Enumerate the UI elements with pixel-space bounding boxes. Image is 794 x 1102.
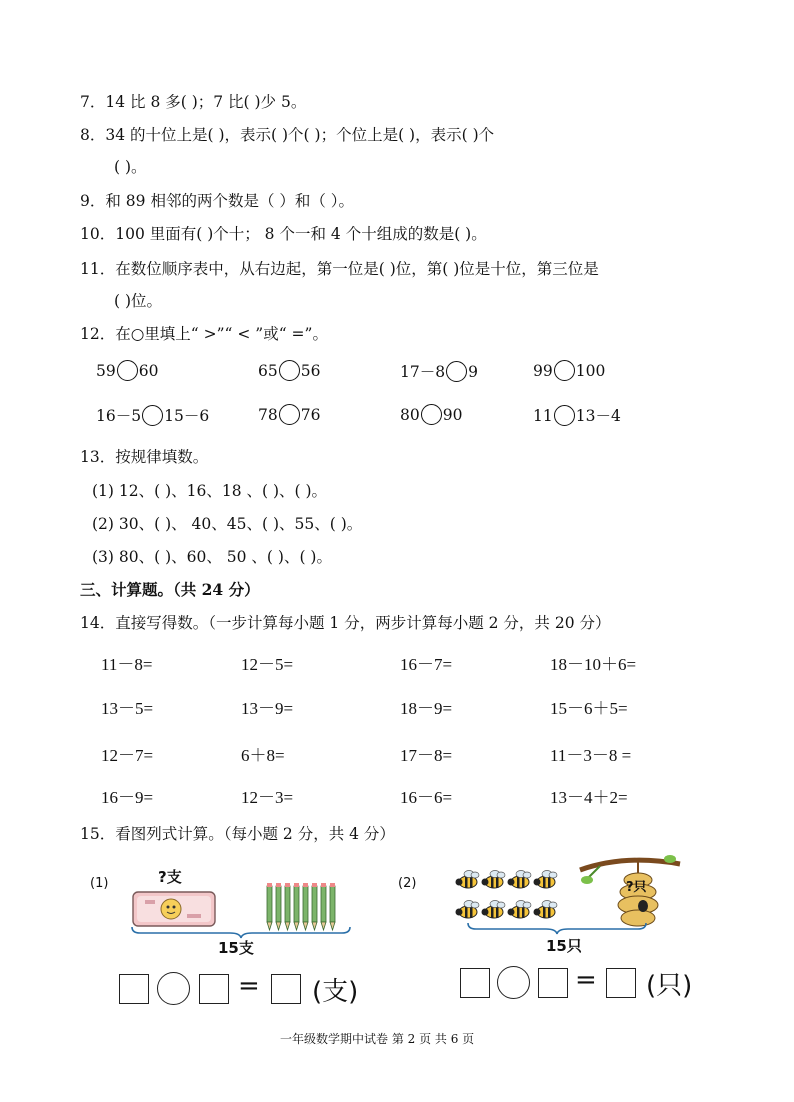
operator-circle[interactable] — [157, 972, 190, 1005]
compare-item: 80 90 — [400, 406, 463, 424]
calc-item: 12－3= — [241, 788, 294, 807]
page-footer: 一年级数学期中试卷 第 2 页 共 6 页 — [280, 1032, 475, 1046]
answer-box[interactable] — [538, 968, 568, 998]
figure-1-unknown: ?支 — [158, 868, 182, 886]
question-11-line2: ( )位。 — [114, 292, 163, 310]
answer-box[interactable] — [271, 974, 301, 1004]
figure-2-total: 15只 — [546, 937, 582, 955]
compare-item: 11 13－4 — [533, 407, 621, 425]
calc-item: 6＋8= — [241, 746, 285, 765]
operator-circle[interactable] — [497, 966, 530, 999]
compare-item: 65 56 — [258, 362, 321, 380]
calc-item: 16－7= — [400, 655, 453, 674]
compare-circle[interactable] — [421, 404, 442, 425]
bracket-icon — [466, 921, 648, 935]
question-8-line1: 8．34 的十位上是( )，表示( )个( )；个位上是( )，表示( )个 — [80, 126, 495, 144]
question-10: 10．100 里面有( )个十； 8 个一和 4 个十组成的数是( )。 — [80, 225, 487, 243]
calc-item: 11－3－8 = — [550, 746, 632, 765]
figure-2-label: (2) — [398, 876, 417, 891]
figure-2-unknown: ?只 — [626, 880, 647, 895]
calc-item: 15－6＋5= — [550, 699, 628, 718]
question-15: 15．看图列式计算。（每小题 2 分，共 4 分） — [80, 825, 395, 843]
figure-1-total: 15支 — [218, 939, 254, 957]
figure-1-label: (1) — [90, 876, 109, 891]
compare-circle[interactable] — [279, 404, 300, 425]
calc-item: 18－10＋6= — [550, 655, 637, 674]
answer-box[interactable] — [606, 968, 636, 998]
calc-item: 16－9= — [101, 788, 154, 807]
calc-item: 17－8= — [400, 746, 453, 765]
question-13-part3: (3) 80、( )、60、 50 、( )、( )。 — [92, 548, 332, 566]
compare-circle[interactable] — [279, 360, 300, 381]
compare-circle[interactable] — [117, 360, 138, 381]
calc-item: 11－8= — [101, 655, 153, 674]
question-13-part2: (2) 30、( )、 40、45、( )、55、( )。 — [92, 515, 363, 533]
pencils-icon — [267, 886, 335, 930]
question-13: 13．按规律填数。 — [80, 448, 209, 466]
compare-item: 17－8 9 — [400, 363, 478, 381]
question-11-line1: 11．在数位顺序表中，从右边起，第一位是( )位，第( )位是十位，第三位是 — [80, 260, 599, 278]
unit-label: (支) — [312, 977, 359, 1007]
calc-item: 13－5= — [101, 699, 154, 718]
pencil-box-icon — [133, 892, 215, 926]
question-12: 12．在○里填上“ >”“ < ”或“ =”。 — [80, 325, 328, 343]
equals-sign: = — [238, 971, 260, 1001]
compare-item: 16－5 15－6 — [96, 407, 210, 425]
calc-item: 12－5= — [241, 655, 294, 674]
equals-sign: = — [575, 965, 597, 995]
question-14: 14．直接写得数。（一步计算每小题 1 分，两步计算每小题 2 分，共 20 分） — [80, 614, 611, 632]
calc-item: 18－9= — [400, 699, 453, 718]
calc-item: 13－9= — [241, 699, 294, 718]
compare-item: 99 100 — [533, 362, 606, 380]
question-7: 7．14 比 8 多( )；7 比( )少 5。 — [80, 93, 307, 111]
compare-circle[interactable] — [554, 360, 575, 381]
question-13-part1: (1) 12、( )、16、18 、( )、( )。 — [92, 482, 328, 500]
answer-box[interactable] — [119, 974, 149, 1004]
bee-icon — [456, 871, 558, 919]
compare-circle[interactable] — [142, 405, 163, 426]
calc-item: 12－7= — [101, 746, 154, 765]
section-title: 三、计算题。（共 24 分） — [80, 580, 260, 599]
compare-circle[interactable] — [554, 405, 575, 426]
question-9: 9．和 89 相邻的两个数是（ ）和（ ）。 — [80, 192, 355, 210]
compare-item: 78 76 — [258, 406, 321, 424]
compare-circle[interactable] — [446, 361, 467, 382]
calc-item: 16－6= — [400, 788, 453, 807]
compare-item: 59 60 — [96, 362, 159, 380]
answer-box[interactable] — [199, 974, 229, 1004]
calc-item: 13－4＋2= — [550, 788, 628, 807]
unit-label: (只) — [646, 971, 693, 1001]
question-8-line2: ( )。 — [114, 158, 147, 176]
bee-figure — [450, 852, 700, 932]
answer-box[interactable] — [460, 968, 490, 998]
